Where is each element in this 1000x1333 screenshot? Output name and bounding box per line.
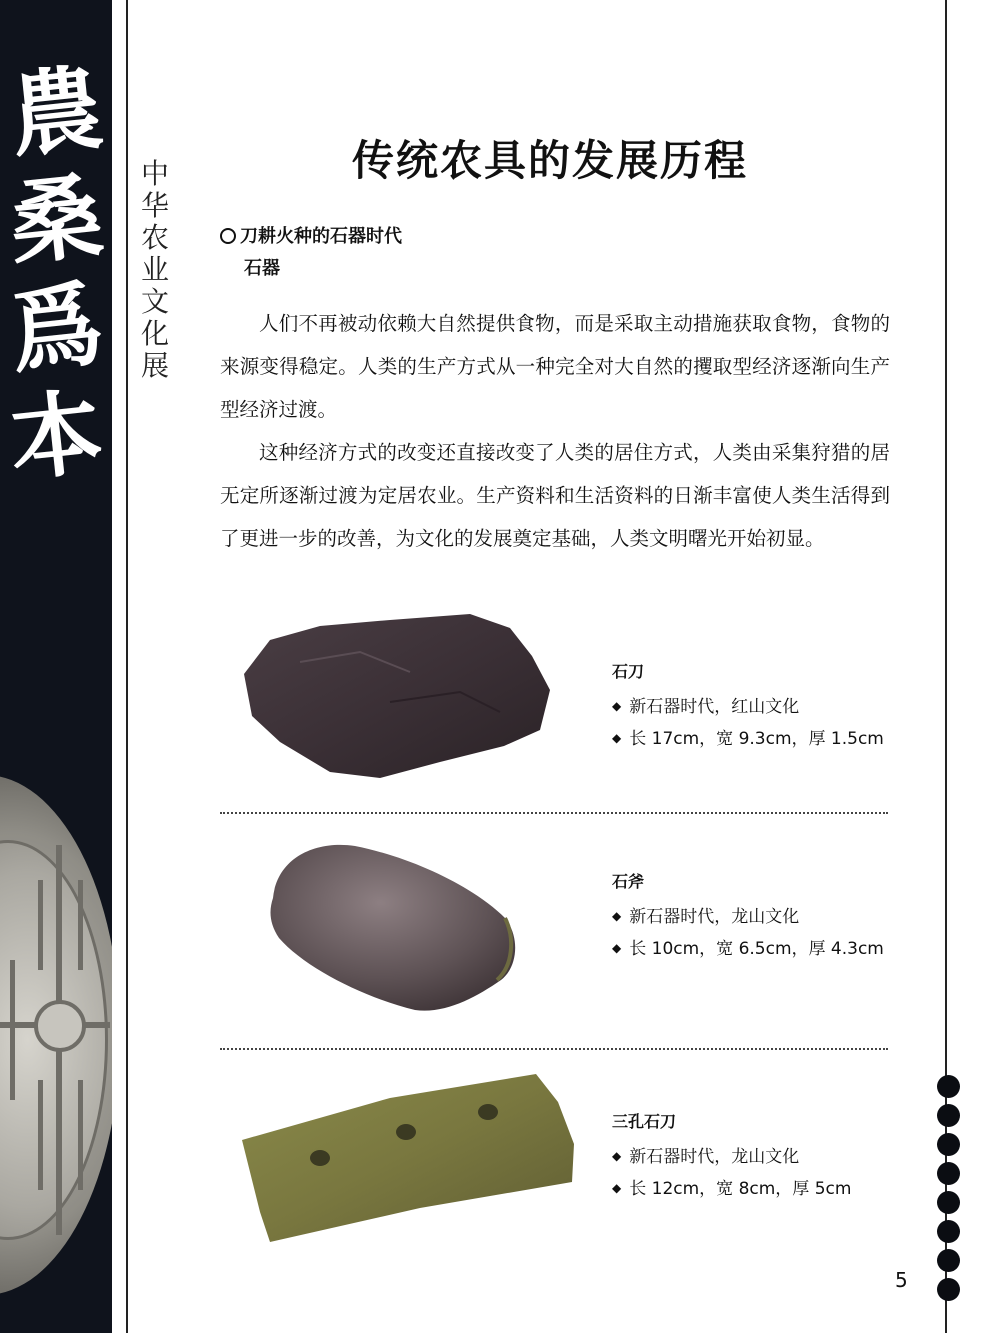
artifact-info xyxy=(612,1106,851,1205)
section-heading-text: 刀耕火种的石器时代 xyxy=(240,226,402,247)
page-border-left xyxy=(126,0,128,1333)
artifact-size: ◆ 长 10cm，宽 6.5cm，厚 4.3cm xyxy=(612,933,884,965)
page-title: 传统农具的发展历程 xyxy=(351,136,748,185)
subtitle-char: 文 xyxy=(140,285,169,318)
artifact-info xyxy=(612,866,884,965)
medallion-carving xyxy=(78,880,83,970)
artifact-info xyxy=(612,656,884,755)
dotted-divider xyxy=(220,812,888,814)
dot-ornament xyxy=(937,1075,960,1098)
dot-ornament xyxy=(937,1220,960,1243)
subtitle-char: 华 xyxy=(140,189,169,222)
circle-bullet-icon xyxy=(220,228,236,244)
three-hole-stone-knife-image xyxy=(240,1072,575,1247)
dot-ornament xyxy=(937,1191,960,1214)
artifact-name: 石斧 xyxy=(612,872,645,891)
medallion-carving xyxy=(78,1080,83,1190)
subtitle-char: 业 xyxy=(140,253,169,286)
brand-char: 桑 xyxy=(4,161,108,279)
brand-title xyxy=(0,53,112,495)
medallion-carving xyxy=(38,880,43,970)
medallion-carving xyxy=(10,960,15,1100)
section-subheading: 石器 xyxy=(244,258,280,279)
paragraph: 人们不再被动依赖大自然提供食物，而是采取主动措施获取食物，食物的来源变得稳定。人类的生产方式从一种完全对大自然的攫取型经济逐渐向生产型经济过渡。 xyxy=(220,312,890,421)
dot-ornament xyxy=(937,1104,960,1127)
subtitle-char: 展 xyxy=(140,349,169,382)
decorative-dot-column xyxy=(937,1075,960,1301)
stone-axe-image xyxy=(265,838,520,1016)
medallion-carving xyxy=(38,1080,43,1190)
brand-char: 農 xyxy=(4,53,108,171)
brand-char: 爲 xyxy=(4,269,108,387)
dot-ornament xyxy=(937,1133,960,1156)
subtitle-char: 化 xyxy=(140,317,169,350)
artifact-name: 石刀 xyxy=(612,662,645,681)
paragraph: 这种经济方式的改变还直接改变了人类的居住方式，人类由采集狩猎的居无定所逐渐过渡为定居农业。生产资料和生活资料的日渐丰富使人类生活得到了更进一步的改善，为文化的发展奠定基础，人类文明曙光开始初显。 xyxy=(220,441,890,550)
left-sidebar-band xyxy=(0,0,112,1333)
dot-ornament xyxy=(937,1249,960,1272)
artifact-size: ◆ 长 17cm，宽 9.3cm，厚 1.5cm xyxy=(612,723,884,755)
dot-ornament xyxy=(937,1278,960,1301)
page-number: 5 xyxy=(895,1268,908,1292)
medallion-hub xyxy=(34,1000,86,1052)
dotted-divider xyxy=(220,1048,888,1050)
artifact-period: ◆ 新石器时代，红山文化 xyxy=(612,691,884,723)
artifact-name: 三孔石刀 xyxy=(612,1112,677,1131)
brand-char: 本 xyxy=(4,377,108,495)
artifact-period: ◆ 新石器时代，龙山文化 xyxy=(612,1141,851,1173)
section-heading xyxy=(220,222,402,248)
vertical-subtitle xyxy=(138,158,172,382)
subtitle-char: 农 xyxy=(140,221,169,254)
artifact-period: ◆ 新石器时代，龙山文化 xyxy=(612,901,884,933)
stone-knife-image xyxy=(240,612,552,780)
dot-ornament xyxy=(937,1162,960,1185)
artifact-size: ◆ 长 12cm，宽 8cm，厚 5cm xyxy=(612,1173,851,1205)
subtitle-char: 中 xyxy=(140,157,169,190)
body-text xyxy=(220,302,890,560)
